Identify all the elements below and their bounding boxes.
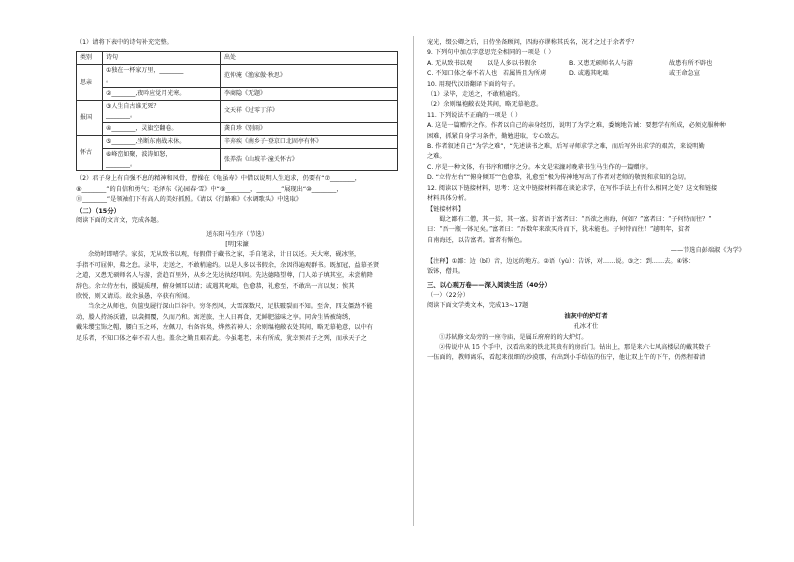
poem-line: ④________，灵旗空翻卷。 [106, 125, 178, 133]
option-d: D. 或遇其叱咄 [569, 70, 609, 78]
source-cell: 辛弃疾《南乡子·登京口北固亭有怀》 [221, 135, 398, 148]
poem-line: 。 [106, 77, 113, 84]
source-cell: 文天祥《过零丁洋》 [221, 100, 398, 123]
q11-option-c: C. 序是一种文体，有书序和赠序之分。本文是宋濂对晚辈书生马生作的一篇赠序。 [427, 163, 652, 171]
category-cell: 怀古 [77, 135, 103, 170]
read-intro: 阅读下面的文言文，完成各题。 [76, 217, 163, 225]
story-title: 油灰中的炉灯者 [564, 312, 608, 320]
question-11: 11. 下列说法不正确的一项是（ ） [427, 111, 522, 119]
poem-table [76, 51, 398, 171]
table-row [77, 87, 398, 100]
poem-cell [103, 148, 221, 171]
poem-line: ________。 [106, 112, 137, 120]
essay-line: 动，媵人持汤沃灌，以衾拥覆，久而乃和。寓逆旅，主人日再食，无鲜肥滋味之享。同舍生皆被绮绣， [76, 313, 355, 321]
q11-option-a-cont: 困难，抓紧自身学习条件，勤勉进取，专心致志。 [427, 132, 564, 140]
poem-line: ①独在一杯家万里，________ [106, 67, 184, 75]
essay-line: 余幼时即嗜学。家贫，无从致书以观，每假借于藏书之家，手自笔录，计日以还。天大寒，砚冰坚， [88, 251, 361, 259]
question-10: 10. 用现代汉语翻译下面的句子。 [427, 80, 520, 88]
table-row [77, 100, 398, 123]
option-d-pair: 或王命急宣 [669, 70, 700, 78]
option-b: B. 又患无硕师名人与游 [569, 59, 633, 67]
link-text-line: 曰：“吾一瓶一钵足矣。”富者曰：“吾数年来欲买舟而下，犹未能也。子何恃而往！”越明年，贫者 [427, 226, 691, 234]
essay-line: 辞色。余立侍左右，援疑质理，俯身倾耳以请；或遇其叱咄，色愈恭，礼愈至，不敢出一言以复；俟其 [76, 282, 355, 290]
table-row [77, 123, 398, 136]
table-row [77, 148, 398, 171]
essay-author: [明]宋濂 [225, 241, 249, 248]
q1-intro: （1）请将下表中的诗句补充完整。 [76, 39, 173, 46]
story-line: ②传说中从 15 个手中，汉看出来的铁北其贵有的房后门。钻出上，那是来六七风高楼层的戴其数子 [439, 343, 711, 351]
read-intro-2: 阅读下面文学类文本，完成13~17题 [427, 302, 529, 310]
section-heading: 三、以心观万卷——深入阅读生活（40分） [427, 281, 551, 290]
question-12: 12. 阅读以下链接材料，思考：这文中链接材料都在谈论求学，在写作手法上有什么相同之处？这文和链接 [427, 184, 718, 192]
option-a: A. 无从致书以观 [427, 59, 473, 67]
essay-line: 手指不可屈伸，弗之怠。录毕，走送之，不敢稍逾约。以是人多以书假余，余因得遍观群书。既加冠，益慕圣贤 [76, 261, 380, 269]
poem-line: ⑥峰峦如聚，波涛如怒， [106, 150, 172, 158]
q11-option-d: D. “立侍左右”“俯身倾耳”“色愈恭，礼愈至”极为传神地写出了作者对老师的敬畏和求知的急切。 [427, 174, 691, 182]
option-c-pair: 若属皆且为所虏 [503, 70, 547, 78]
table-header-row [77, 52, 398, 65]
link-source: ——节选自彭端淑《为学》 [670, 247, 745, 255]
source-cell: 龚自珍《别雨》 [221, 123, 398, 136]
essay-line: 当余之从师也，负箧曳屣行深山巨谷中。穷冬烈风，大雪深数尺，足肤皲裂而不知。至舍，四支僵劲不能 [88, 303, 373, 311]
q9-options-row [427, 59, 745, 69]
story-line: ①苏轼修文岛旁的一座寺庙，是属丘府府的的大炉灯。 [439, 333, 588, 341]
link-text-line: 蜀之鄙有二僧，其一贫，其一富。贫者语于富者曰：“吾欲之南海，何如？”富者曰：“子何恃而往？” [439, 215, 712, 223]
essay-continuation: 宠光，缀公卿之后，日侍坐备顾问，四海亦谬称其氏名，况才之过于余者乎？ [427, 39, 638, 46]
q2-line: ⑧________”的自信和勇气；毛泽东《沁园春·雪》中“⑨________，________”展现出“⑩________， [76, 185, 343, 193]
poem-line: ③人生自古谁无死？ [106, 102, 160, 110]
q11-option-b: B. 作者叙述自己“为学之难”，“先述读书之难，后写寻师求学之难，而后写外出求学的艰苦，来说明勤 [427, 143, 705, 151]
essay-line: 戴朱缨宝饰之帽，腰白玉之环，左佩刀，右备容臭，烨然若神人；余则缊袍敝衣处其间，略无慕艳意，以中有 [76, 324, 373, 332]
essay-line: 足乐者，不知口体之奉不若人也。盖余之勤且艰若此。今虽耄老，未有所成，犹幸预君子之列，而承天子之 [76, 334, 367, 342]
essay-line: 欣悦，则又请焉。故余虽愚，卒获有所闻。 [76, 293, 194, 301]
poem-line: ②________,夜吟应觉月光寒。 [106, 89, 186, 97]
source-cell: 范仲淹《渔家傲·秋思》 [221, 65, 398, 88]
q2-line: ⑪________”是领袖们下有高人的美好抓照。《请以《行路难》《水调歌头》中选取》 [76, 196, 302, 204]
poem-line: ⑤________,坐断东南战未休。 [106, 137, 186, 145]
right-column [427, 38, 745, 364]
link-text-line: 自南海还，以告富者。富者有惭色。 [427, 236, 526, 244]
poem-cell [103, 123, 221, 136]
q2-line: （2）君子身上有自强不息的精神和风骨，曹操在《龟虽寿》中借以说明人生追求，仍要有“⑦________， [76, 175, 361, 183]
section-heading: （二）（15分） [76, 206, 121, 215]
table-row [77, 65, 398, 88]
q10-item-2: （2）余则缊袍敝衣处其间，略无慕艳意。 [427, 101, 543, 109]
story-line: 一伍面的，教师离乐，看起来很细的沙漠那，有出到小手结伍的伍宁，他让双上午的下午，仍然程着清 [427, 354, 706, 362]
header-source: 出处 [221, 52, 398, 65]
poem-line: ________。 [106, 160, 137, 168]
header-category: 类别 [77, 52, 103, 65]
table-row [77, 135, 398, 148]
essay-line: 之道，又患无硕师名人与游，尝趋百里外，从乡之先达执经叩问。先达德隆望尊，门人弟子填其室，未尝稍降 [76, 272, 373, 280]
left-column [76, 38, 398, 344]
poem-cell [103, 87, 221, 100]
q11-option-b-cont: 之难。 [427, 153, 446, 161]
category-cell: 思亲 [77, 65, 103, 100]
source-cell: 张养浩《山坡羊·潼关怀古》 [221, 148, 398, 171]
q11-option-a: A. 这是一篇赠序之作。作者以自己的亲身经历，说明了为学之难，委婉地告诫：要想学有所成，必须克服种种 [427, 122, 726, 130]
note-line: 饭钵，僧具。 [427, 267, 465, 275]
source-cell: 李商隐《无题》 [221, 87, 398, 100]
question-9: 9. 下列句中加点字意思完全相同的一项是（ ） [427, 49, 555, 57]
category-cell: 报国 [77, 100, 103, 135]
poem-cell [103, 135, 221, 148]
poem-cell [103, 100, 221, 123]
note-line: 【注释】①鄙：边（bǐ）音，边远的地方。②语（yù）：告诉，对……说。③之：到……去。④钵： [427, 257, 695, 265]
option-b-pair: 故患有所不辟也 [669, 59, 713, 67]
column-divider [413, 36, 414, 526]
essay-title: 送东阳马生序（节选） [206, 230, 268, 238]
link-material-title: 【链接材料】 [427, 205, 465, 213]
story-author: 孔冰才仕 [573, 323, 599, 331]
question-12-cont: 材料具体分析。 [427, 195, 471, 203]
header-poem: 诗句 [103, 52, 221, 65]
subsection-heading: （一）（22分） [427, 291, 469, 299]
q9-options-row [427, 69, 745, 79]
poem-cell [103, 65, 221, 88]
q10-item-1: （1）录毕，走送之，不敢稍逾约。 [427, 91, 524, 99]
option-a-pair: 以是人多以书假余 [487, 59, 537, 67]
option-c: C. 不知口体之奉不若人也 [427, 70, 498, 78]
